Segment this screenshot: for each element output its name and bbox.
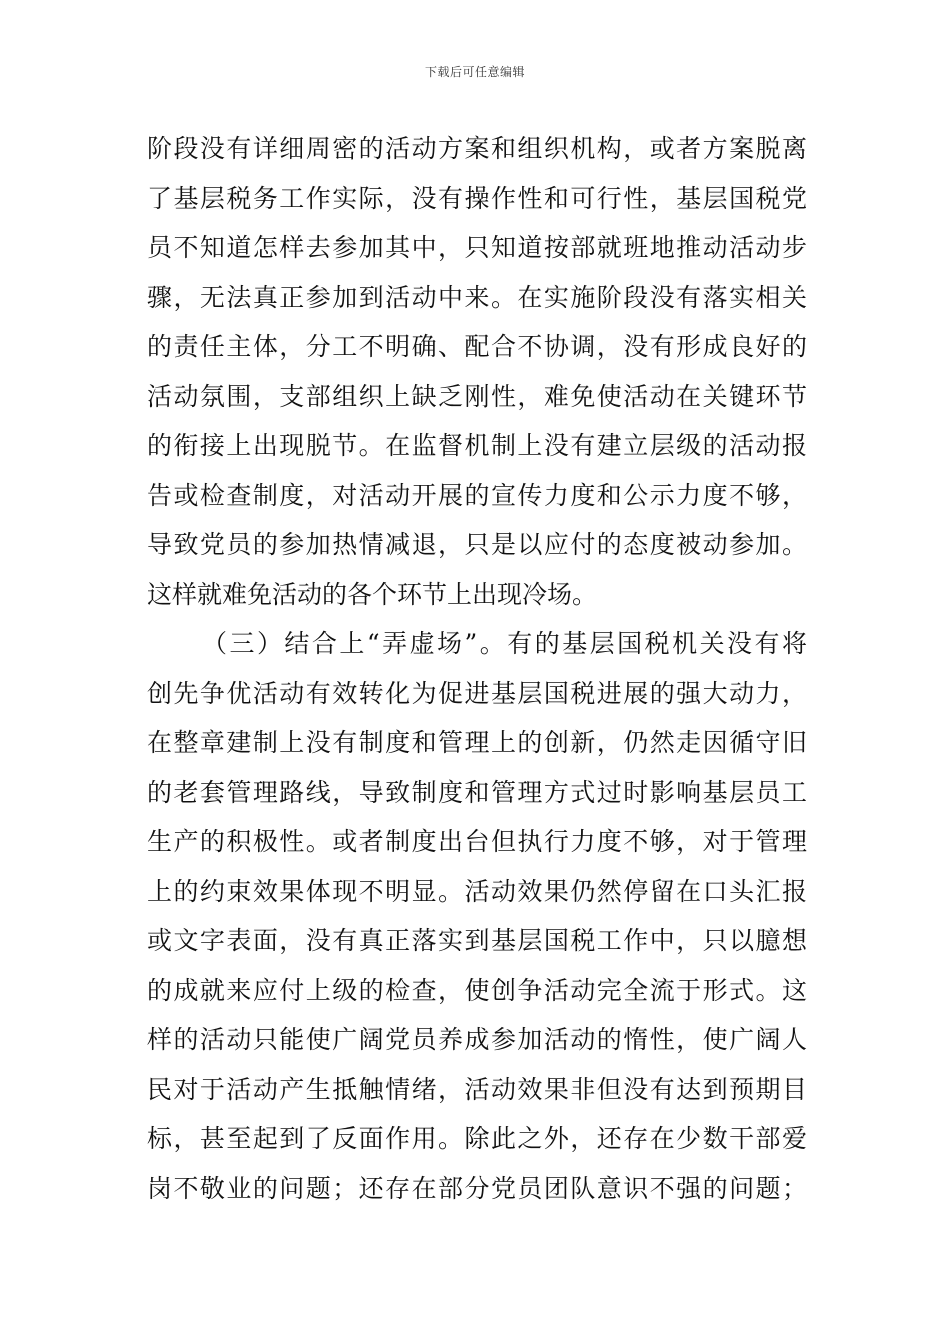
text-line: 标，甚至起到了反面作用。除此之外，还存在少数干部爱 [147, 1124, 807, 1153]
text-line: 的老套管理路线，导致制度和管理方式过时影响基层员工 [147, 777, 807, 807]
paragraph-end-line: 这样就难免活动的各个环节上出现冷场。 [147, 579, 598, 609]
text-line: 的责任主体，分工不明确、配合不协调，没有形成良好的 [147, 332, 807, 361]
text-line: 活动氛围，支部组织上缺乏刚性，难免使活动在关键环节 [147, 381, 807, 411]
section-heading-line: （三）结合上“弄虚场”。有的基层国税机关没有将 [202, 629, 807, 658]
text-line: 创先争优活动有效转化为促进基层国税进展的强大动力， [147, 678, 807, 708]
text-line: 告或检查制度，对活动开展的宣传力度和公示力度不够， [147, 480, 807, 510]
text-line: 员不知道怎样去参加其中，只知道按部就班地推动活动步 [147, 233, 807, 262]
text-line: 或文字表面，没有真正落实到基层国税工作中，只以臆想 [147, 926, 807, 955]
text-line: 导致党员的参加热情减退，只是以应付的态度被动参加。 [147, 530, 807, 559]
text-line: 的衔接上出现脱节。在监督机制上没有建立层级的活动报 [147, 431, 807, 460]
text-line: 阶段没有详细周密的活动方案和组织机构，或者方案脱离 [147, 134, 807, 163]
text-line: 民对于活动产生抵触情绪，活动效果非但没有达到预期目 [147, 1074, 807, 1104]
body-text [147, 124, 807, 1213]
text-line: 骤，无法真正参加到活动中来。在实施阶段没有落实相关 [147, 282, 807, 312]
text-line: 生产的积极性。或者制度出台但执行力度不够，对于管理 [147, 827, 807, 856]
text-line: 在整章建制上没有制度和管理上的创新，仍然走因循守旧 [147, 728, 807, 757]
text-line: 上的约束效果体现不明显。活动效果仍然停留在口头汇报 [147, 876, 807, 906]
text-line: 岗不敬业的问题；还存在部分党员团队意识不强的问题； [147, 1173, 807, 1203]
text-line: 样的活动只能使广阔党员养成参加活动的惰性，使广阔人 [147, 1025, 807, 1054]
text-line: 了基层税务工作实际，没有操作性和可行性，基层国税党 [147, 183, 807, 213]
text-line: 的成就来应付上级的检查，使创争活动完全流于形式。这 [147, 975, 807, 1005]
page-header: 下载后可任意编辑 [424, 65, 525, 79]
